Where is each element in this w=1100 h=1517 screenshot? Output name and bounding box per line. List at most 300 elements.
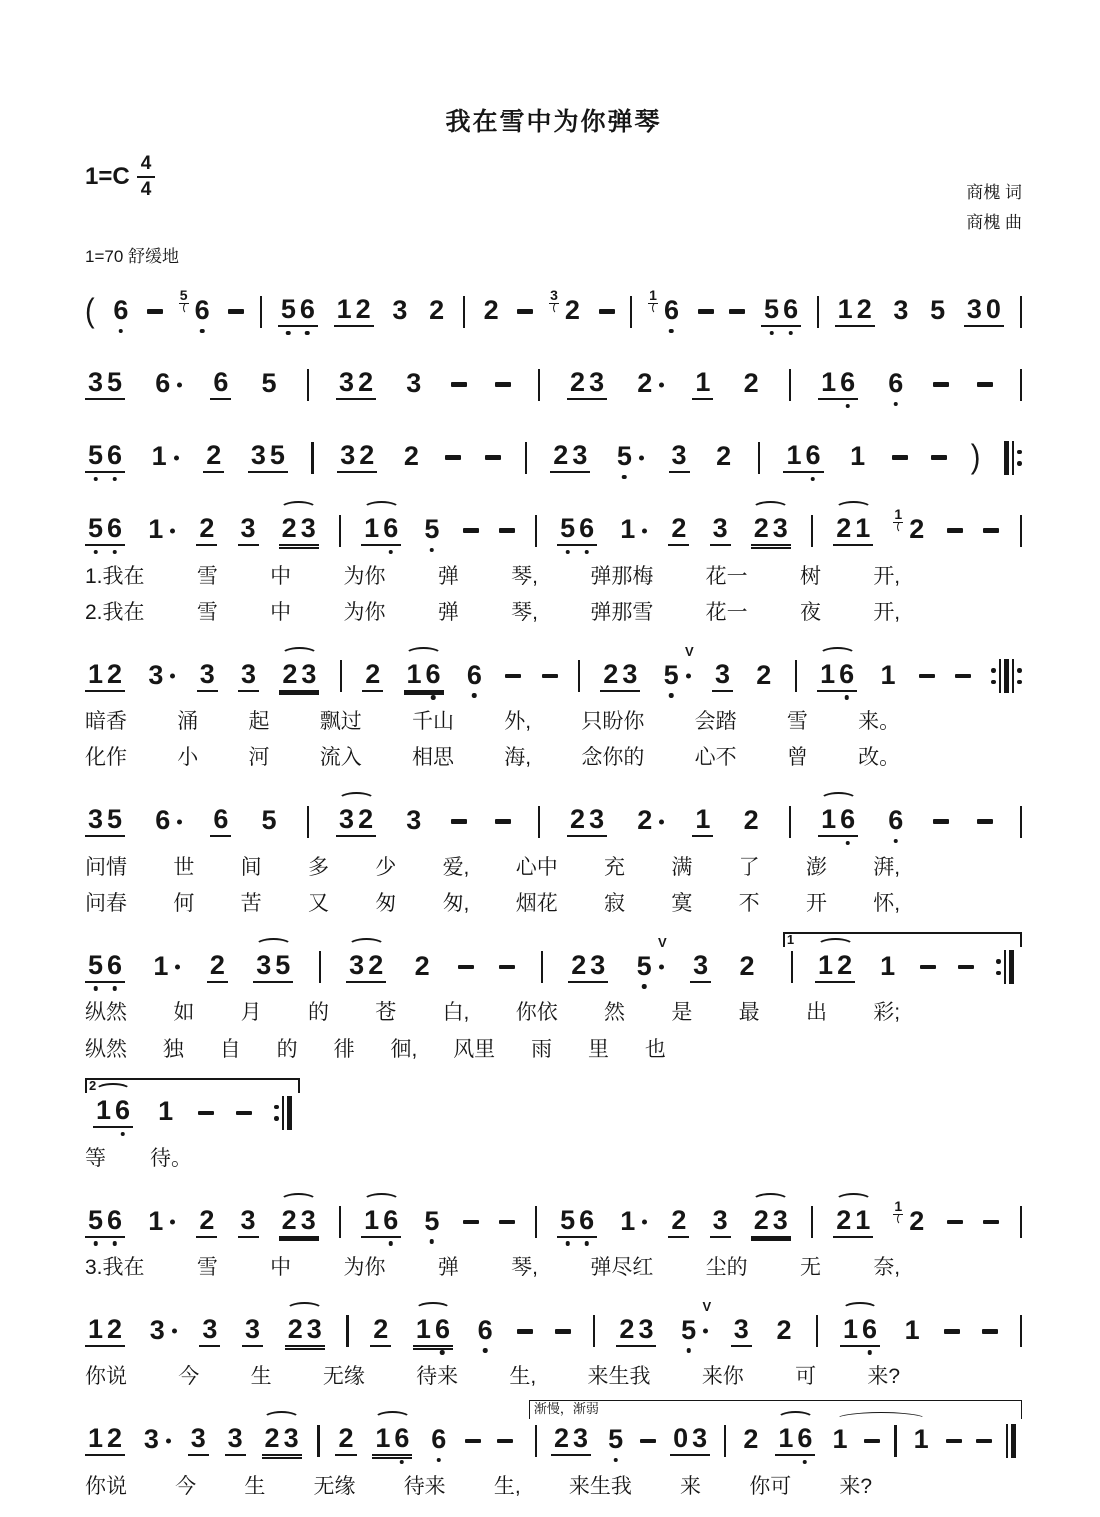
- lyric-syllable: 中: [270, 564, 292, 588]
- note-token: 5: [424, 1205, 440, 1236]
- barline: [1020, 806, 1022, 838]
- augmentation-dot: [166, 528, 176, 533]
- system-5-lyrics-1: [85, 708, 900, 735]
- barline: [724, 1425, 726, 1457]
- lyric-syllable: 寞: [671, 891, 693, 915]
- barline: [789, 369, 791, 401]
- note-token: 1: [880, 950, 896, 981]
- note-token: 1 6: [361, 1207, 401, 1238]
- note-token: 0 3: [670, 1425, 710, 1456]
- system-11-lyrics-1: [85, 1473, 872, 1500]
- system-5-notes: [85, 643, 1022, 699]
- note-token: 1 6: [840, 1316, 880, 1347]
- lyric-syllable: 海,: [504, 746, 532, 770]
- note-token: 3 2: [346, 952, 386, 983]
- lyric-syllable: 为你: [343, 1256, 386, 1280]
- note-token: 1 6: [413, 1316, 453, 1347]
- note-token: 5 6: [85, 515, 125, 546]
- note-token: 1: [149, 443, 180, 472]
- note-token: 3: [238, 1207, 259, 1238]
- note-token: 3 0: [964, 296, 1004, 327]
- composer-credit: 商槐 曲: [966, 212, 1022, 232]
- lyric-syllable: 间: [240, 855, 262, 879]
- note-token: 5 6: [85, 442, 125, 473]
- lyric-syllable: 了: [738, 855, 760, 879]
- lyric-syllable: 匆,: [442, 891, 470, 915]
- system-2-notes: [85, 362, 1022, 408]
- note-token: 5: [614, 443, 645, 472]
- note-token: 1 2: [85, 1316, 125, 1347]
- note-token: 1 6: [775, 1425, 815, 1456]
- grace-note: 1: [649, 287, 657, 303]
- note-token: 2 3: [600, 661, 640, 692]
- repeat-dots: [1017, 450, 1022, 466]
- note-token: 3: [392, 295, 408, 325]
- lyric-syllable: 出: [805, 1001, 827, 1025]
- time-signature: [137, 154, 156, 199]
- augmentation-dot: [168, 1329, 178, 1334]
- dash: [147, 309, 163, 313]
- system-1: [85, 289, 1022, 335]
- barline: [538, 806, 540, 838]
- parenthesis: ): [970, 438, 981, 476]
- dash: [495, 382, 511, 386]
- note-token: 2: [634, 370, 665, 399]
- system-5: [85, 643, 1022, 772]
- lyric-syllable: 河: [248, 746, 270, 770]
- lyric-syllable: 弹: [437, 600, 459, 624]
- note-token: 1 6: [404, 661, 444, 692]
- barline: [525, 442, 527, 474]
- note-token: 1: [913, 1424, 929, 1455]
- lyric-syllable: 月: [240, 1001, 262, 1025]
- system-9: [85, 1199, 1022, 1281]
- note-token: 5: [930, 295, 946, 325]
- lyric-syllable: 待来: [403, 1474, 446, 1498]
- lyric-syllable: 为你: [343, 600, 386, 624]
- barline: [339, 515, 341, 547]
- dash: [983, 528, 999, 532]
- barline: [811, 515, 813, 547]
- note-token: 3 5: [253, 952, 293, 983]
- repeat-sign-both: [991, 659, 1021, 693]
- system-9-notes: [85, 1199, 1022, 1245]
- system-4-notes: [85, 508, 1022, 554]
- dash: [451, 819, 467, 823]
- note-token: 3: [893, 295, 909, 325]
- lyric-syllable: 千山: [412, 710, 454, 734]
- barline: [311, 442, 313, 474]
- note-token: 2: [403, 441, 419, 471]
- system-8: [85, 1077, 1022, 1172]
- lyric-syllable: 怀,: [873, 891, 901, 915]
- note-token: 2: [483, 295, 499, 325]
- repeat-dots: [274, 1105, 279, 1121]
- note-token: 2: [370, 1316, 391, 1347]
- note-token: 2 3: [262, 1425, 302, 1456]
- lyric-syllable: 琴,: [511, 564, 538, 588]
- system-9-lyrics-1: [85, 1254, 900, 1281]
- note-token: 6: [888, 368, 904, 398]
- note-token: 5 6: [179, 287, 210, 325]
- note-token: 2 3: [285, 1316, 325, 1347]
- breath-mark: V: [702, 1298, 712, 1314]
- system-7-lyrics-1: [85, 999, 900, 1026]
- lyric-syllable: 何: [173, 891, 195, 915]
- lyric-syllable: 为你: [343, 564, 386, 588]
- dash: [933, 382, 949, 386]
- system-1-notes: [85, 289, 1022, 335]
- lyric-syllable: 涌: [177, 710, 199, 734]
- lyric-syllable: 里: [587, 1037, 609, 1061]
- note-token: 3: [712, 661, 733, 692]
- lyric-syllable: 你可: [749, 1474, 792, 1498]
- barline: [811, 1206, 813, 1238]
- note-token: 3: [710, 515, 731, 546]
- dash: [228, 309, 244, 313]
- grace-note: 3: [550, 287, 558, 303]
- breath-mark: V: [685, 643, 694, 659]
- lyric-syllable: 中: [270, 600, 292, 624]
- dash: [955, 674, 971, 678]
- note-token: 2: [743, 1424, 759, 1455]
- dash: [542, 674, 558, 678]
- note-token: 5 6: [761, 296, 801, 327]
- dash: [946, 1439, 962, 1443]
- note-token: 1: [850, 441, 866, 471]
- lyric-syllable: 你说: [85, 1474, 127, 1498]
- note-token: 3: [197, 661, 218, 692]
- note-token: 2: [196, 1207, 217, 1238]
- note-token: 3 5: [248, 442, 288, 473]
- lyric-syllable: 徊,: [390, 1037, 418, 1061]
- note-token: 2 3: [751, 1207, 791, 1238]
- system-11-notes: [85, 1400, 1022, 1464]
- barline: [535, 1206, 537, 1238]
- dash: [931, 455, 947, 459]
- barline: [346, 1315, 348, 1347]
- note-token: 3 5: [85, 369, 125, 400]
- note-token: 5: [261, 368, 277, 398]
- note-token: 2: [335, 1425, 356, 1456]
- dash: [698, 309, 714, 313]
- meta-row: [85, 154, 1022, 238]
- lyric-syllable: 起: [248, 710, 270, 734]
- lyric-syllable: 改。: [858, 746, 901, 770]
- note-token: 6: [477, 1314, 493, 1345]
- lyric-syllable: 寂: [604, 891, 626, 915]
- barline: [535, 515, 537, 547]
- lyric-syllable: 2.我在: [85, 600, 145, 624]
- lyric-syllable: 你依: [515, 1001, 558, 1025]
- augmentation-dot: [655, 965, 665, 970]
- note-token: 1 2: [815, 952, 855, 983]
- lyric-syllable: 生,: [509, 1365, 537, 1389]
- lyric-syllable: 是: [671, 1001, 693, 1025]
- note-token: 3 2: [550, 287, 580, 325]
- note-token: 6: [466, 659, 482, 690]
- dash: [458, 965, 474, 969]
- lyric-syllable: 湃,: [873, 855, 901, 879]
- barline: [816, 1315, 818, 1347]
- lyric-syllable: 少: [375, 855, 397, 879]
- note-token: 3: [238, 515, 259, 546]
- note-token: 1: [617, 516, 648, 545]
- note-token: 6: [210, 369, 231, 400]
- lyric-syllable: 雪: [196, 600, 218, 624]
- barline: [817, 296, 819, 328]
- barline: [789, 806, 791, 838]
- credits: [966, 178, 1022, 238]
- barline: [593, 1315, 595, 1347]
- lyric-syllable: 流入: [319, 746, 362, 770]
- lyric-syllable: 化作: [85, 746, 127, 770]
- note-token: 3: [225, 1425, 246, 1456]
- note-token: 2: [668, 515, 689, 546]
- barline: [307, 369, 309, 401]
- note-token: 5 V: [636, 934, 667, 981]
- dash: [463, 528, 479, 532]
- lyric-syllable: 风里: [453, 1037, 496, 1061]
- note-token: 5 V: [663, 643, 694, 690]
- barline: [791, 951, 793, 983]
- note-token: 3 2: [336, 806, 376, 837]
- note-token: 1 6: [93, 1097, 133, 1128]
- system-10-notes: [85, 1298, 1022, 1354]
- tie-group: [829, 1425, 931, 1457]
- dash: [933, 819, 949, 823]
- augmentation-dot: [166, 674, 176, 679]
- dash: [947, 1220, 963, 1224]
- dash: [977, 819, 993, 823]
- note-token: 1 2: [894, 1197, 925, 1236]
- note-token: 2: [739, 950, 755, 981]
- dash: [499, 965, 515, 969]
- lyric-syllable: 问春: [85, 891, 127, 915]
- lyric-syllable: 雪: [786, 710, 808, 734]
- lyric-syllable: 琴,: [511, 600, 538, 624]
- lyric-syllable: 花一: [705, 600, 748, 624]
- augmentation-dot: [699, 1329, 709, 1334]
- note-token: 1: [904, 1314, 920, 1345]
- lyric-syllable: 澎: [805, 855, 827, 879]
- volta-number: 1: [786, 932, 795, 948]
- barline: [317, 1425, 319, 1457]
- system-7: [85, 932, 1022, 1063]
- barline: [260, 296, 262, 328]
- key-signature: [85, 154, 155, 199]
- repeat-dots: [1017, 668, 1022, 684]
- note-token: 2 3: [279, 661, 319, 692]
- barline: [578, 660, 580, 692]
- note-token: 3: [406, 805, 422, 836]
- dash: [451, 382, 467, 386]
- augmentation-dot: [638, 1220, 648, 1225]
- augmentation-dot: [173, 819, 183, 824]
- dash: [864, 1439, 880, 1443]
- note-token: 2 1: [833, 1207, 873, 1238]
- dash: [920, 965, 936, 969]
- repeat-sign-start: [1004, 441, 1022, 475]
- lyric-syllable: 雪: [196, 1256, 218, 1280]
- dash: [555, 1329, 571, 1333]
- barline: [541, 951, 543, 983]
- lyric-syllable: 生: [250, 1365, 272, 1389]
- lyric-syllable: 如: [173, 1001, 195, 1025]
- system-11: [85, 1400, 1022, 1500]
- note-token: 2: [414, 950, 430, 981]
- note-token: 1: [832, 1424, 848, 1455]
- lyric-syllable: 白,: [442, 1001, 470, 1025]
- lyric-syllable: 纵然: [85, 1001, 127, 1025]
- dash: [517, 309, 533, 313]
- lyric-syllable: 世: [173, 855, 195, 879]
- lyric-syllable: 心不: [694, 746, 737, 770]
- note-token: 3 2: [337, 442, 377, 473]
- note-token: 1: [158, 1096, 174, 1127]
- score: [85, 289, 1022, 1501]
- volta-number: 2: [89, 1077, 97, 1093]
- note-token: 1 6: [817, 661, 857, 692]
- lyric-syllable: 也: [644, 1037, 666, 1061]
- note-token: 3: [406, 368, 422, 398]
- lyric-syllable: 花一: [705, 564, 748, 588]
- note-token: 5 6: [278, 296, 318, 327]
- lyric-syllable: 待来: [416, 1365, 459, 1389]
- dash: [463, 1220, 479, 1224]
- dash: [983, 1220, 999, 1224]
- dash: [445, 455, 461, 459]
- lyric-syllable: 夜: [799, 600, 821, 624]
- lyric-syllable: 来: [680, 1474, 702, 1498]
- dash: [495, 819, 511, 823]
- augmentation-dot: [638, 528, 648, 533]
- system-2: [85, 362, 1022, 408]
- dash: [919, 674, 935, 678]
- note-token: 3: [669, 442, 690, 473]
- lyric-syllable: 来你: [701, 1365, 744, 1389]
- note-token: 2: [716, 441, 732, 471]
- lyricist-credit: 商槐 词: [966, 183, 1022, 202]
- lyric-syllable: 纵然: [85, 1037, 127, 1061]
- lyric-syllable: 可: [795, 1365, 817, 1389]
- parenthesis: (: [85, 292, 95, 330]
- lyric-syllable: 无缘: [313, 1474, 356, 1498]
- system-8-lyrics-1: [85, 1145, 1022, 1172]
- lyric-syllable: 弹那梅: [590, 564, 654, 588]
- dash: [236, 1111, 252, 1115]
- dash: [982, 1329, 998, 1333]
- note-token: 1 6: [783, 442, 823, 473]
- dash: [599, 309, 615, 313]
- note-token: 3: [710, 1207, 731, 1238]
- lyric-syllable: 弹: [437, 1256, 459, 1280]
- note-token: 5: [261, 805, 277, 836]
- system-3: [85, 435, 1022, 481]
- note-token: 6: [113, 295, 129, 325]
- barline: [795, 660, 797, 692]
- lyric-syllable: 奈,: [873, 1256, 901, 1280]
- note-token: 2 3: [279, 515, 319, 546]
- repeat-dots: [996, 959, 1001, 975]
- note-token: 2 3: [279, 1207, 319, 1238]
- lyric-syllable: 然: [604, 1001, 626, 1025]
- note-token: 2 3: [568, 952, 608, 983]
- note-token: 1: [145, 516, 176, 545]
- dash: [499, 528, 515, 532]
- note-token: 3: [141, 1426, 172, 1455]
- dash: [729, 309, 745, 313]
- barline: [1020, 515, 1022, 547]
- system-4-lyrics-1: [85, 563, 900, 590]
- lyric-syllable: 又: [307, 891, 329, 915]
- note-token: 2: [207, 952, 228, 983]
- note-token: 1 6: [818, 806, 858, 837]
- note-token: 2: [634, 807, 665, 836]
- lyric-syllable: 今: [178, 1365, 200, 1389]
- lyric-syllable: 会踏: [694, 710, 737, 734]
- dash: [976, 1439, 992, 1443]
- note-token: 6: [152, 807, 183, 836]
- barline: [307, 806, 309, 838]
- lyric-syllable: 独: [162, 1037, 184, 1061]
- note-token: 1: [692, 806, 713, 837]
- note-token: 2 3: [751, 515, 791, 546]
- lyric-syllable: 来?: [867, 1365, 901, 1389]
- lyric-syllable: 念你的: [581, 746, 645, 770]
- barline: [1020, 369, 1022, 401]
- barline: [339, 1206, 341, 1238]
- dash: [892, 455, 908, 459]
- system-7-lyrics-2: [85, 1036, 666, 1063]
- note-token: 1 2: [85, 661, 125, 692]
- lyric-syllable: 相思: [412, 746, 454, 770]
- lyric-syllable: 无: [799, 1256, 821, 1280]
- note-token: 1: [617, 1208, 648, 1237]
- note-token: 6: [888, 805, 904, 836]
- lyric-syllable: 徘: [333, 1037, 355, 1061]
- barline: [463, 296, 465, 328]
- lyric-syllable: 开,: [873, 564, 901, 588]
- lyric-syllable: 树: [799, 564, 821, 588]
- tonality: 1=C: [85, 162, 130, 190]
- note-token: 2: [668, 1207, 689, 1238]
- dash: [497, 1439, 513, 1443]
- dash: [944, 1329, 960, 1333]
- lyric-syllable: 苦: [240, 891, 262, 915]
- repeat-sign-end: [996, 950, 1014, 984]
- system-10: [85, 1298, 1022, 1390]
- grace-note: 5: [179, 287, 188, 303]
- note-token: 2: [743, 368, 759, 398]
- lyric-syllable: 飘过: [319, 710, 362, 734]
- note-token: 1 2: [835, 296, 875, 327]
- lyric-syllable: 琴,: [511, 1256, 538, 1280]
- note-token: 2: [203, 442, 224, 473]
- augmentation-dot: [170, 455, 180, 460]
- augmentation-dot: [635, 455, 645, 460]
- lyric-syllable: 的: [307, 1001, 329, 1025]
- barline: [758, 442, 760, 474]
- lyric-syllable: 雨: [531, 1037, 553, 1061]
- lyric-syllable: 外,: [504, 710, 532, 734]
- lyric-syllable: 无缘: [322, 1365, 365, 1389]
- augmentation-dot: [171, 965, 181, 970]
- note-token: 2 1: [833, 515, 873, 546]
- note-token: 2: [743, 805, 759, 836]
- lyric-syllable: 开: [805, 891, 827, 915]
- note-token: 5 6: [85, 952, 125, 983]
